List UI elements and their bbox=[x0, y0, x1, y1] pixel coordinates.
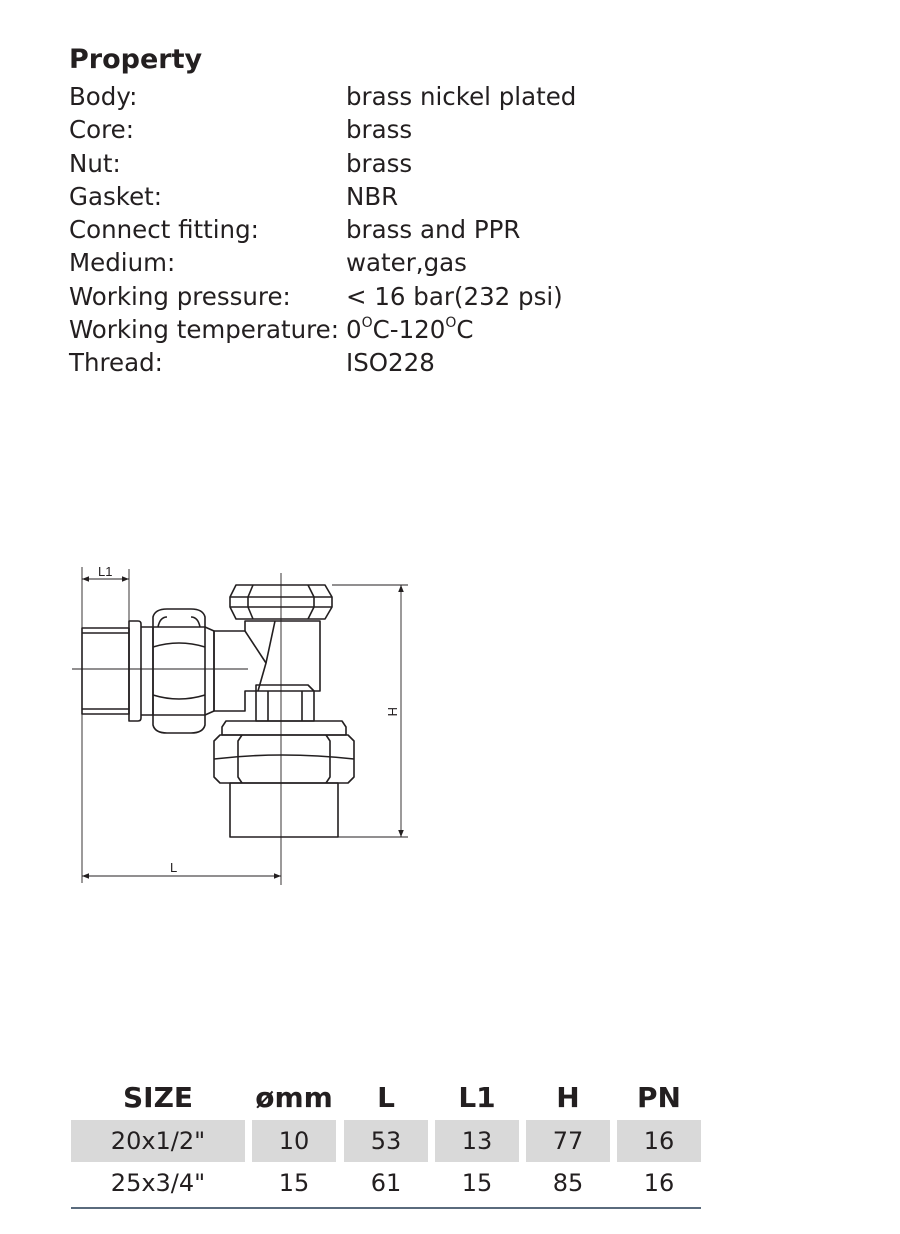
property-value: ISO228 bbox=[346, 348, 435, 378]
cell-diameter: 10 bbox=[252, 1120, 336, 1162]
property-label: Medium: bbox=[69, 248, 176, 278]
property-label: Body: bbox=[69, 82, 138, 111]
cell-diameter: 15 bbox=[278, 1169, 310, 1197]
property-label: Connect fitting: bbox=[69, 215, 259, 245]
cell-h: 77 bbox=[526, 1120, 610, 1162]
cell-l: 61 bbox=[370, 1169, 402, 1197]
property-value: brass bbox=[346, 115, 413, 145]
ppr-socket bbox=[230, 783, 338, 837]
cell-pn: 16 bbox=[617, 1120, 701, 1162]
temp-min: 0 bbox=[346, 315, 362, 345]
header-l1: L1 bbox=[458, 1081, 496, 1114]
dim-label-l1: L1 bbox=[98, 564, 113, 579]
dim-label-l: L bbox=[170, 860, 178, 875]
property-value: brass nickel plated bbox=[346, 82, 577, 111]
property-label: Nut: bbox=[69, 148, 121, 178]
header-diameter: ømm bbox=[255, 1081, 333, 1114]
male-thread bbox=[82, 628, 129, 714]
table-bottom-rule bbox=[71, 1207, 701, 1209]
header-pn: PN bbox=[637, 1081, 681, 1114]
cell-l1: 15 bbox=[461, 1169, 493, 1197]
property-value bbox=[346, 315, 473, 345]
property-value: brass and PPR bbox=[346, 215, 521, 245]
header-size: SIZE bbox=[122, 1081, 193, 1114]
property-label: Thread: bbox=[69, 348, 163, 378]
cell-size: 20x1/2" bbox=[71, 1120, 245, 1162]
cell-pn: 16 bbox=[643, 1169, 675, 1197]
thread-collar bbox=[129, 621, 141, 721]
property-label: Gasket: bbox=[69, 181, 163, 211]
property-label: Core: bbox=[69, 115, 134, 145]
dim-label-h: H bbox=[385, 707, 400, 717]
lower-union-nut bbox=[222, 721, 346, 735]
valve-body bbox=[214, 621, 320, 711]
cell-l: 53 bbox=[344, 1120, 428, 1162]
property-value: NBR bbox=[346, 181, 399, 211]
table-row bbox=[71, 1162, 701, 1204]
header-l: L bbox=[377, 1081, 395, 1114]
table-header-row bbox=[71, 1076, 701, 1118]
cell-l1: 13 bbox=[435, 1120, 519, 1162]
table-row bbox=[71, 1120, 701, 1162]
cell-size: 25x3/4" bbox=[110, 1169, 206, 1197]
valve-technical-drawing bbox=[70, 555, 420, 890]
degree-mark: O bbox=[445, 315, 457, 332]
property-value: brass bbox=[346, 148, 413, 178]
lower-union-body bbox=[214, 735, 354, 783]
property-value: water,gas bbox=[346, 248, 467, 278]
temp-range: C-120 bbox=[372, 315, 446, 345]
temp-unit: C bbox=[456, 315, 474, 345]
property-value: < 16 bar(232 psi) bbox=[346, 281, 563, 311]
property-label: Working temperature: bbox=[69, 315, 339, 345]
spec-table bbox=[71, 1076, 701, 1204]
header-h: H bbox=[556, 1081, 580, 1114]
property-title: Property bbox=[69, 44, 203, 75]
property-label: Working pressure: bbox=[69, 281, 291, 311]
degree-mark: O bbox=[361, 315, 373, 332]
cell-h: 85 bbox=[552, 1169, 584, 1197]
